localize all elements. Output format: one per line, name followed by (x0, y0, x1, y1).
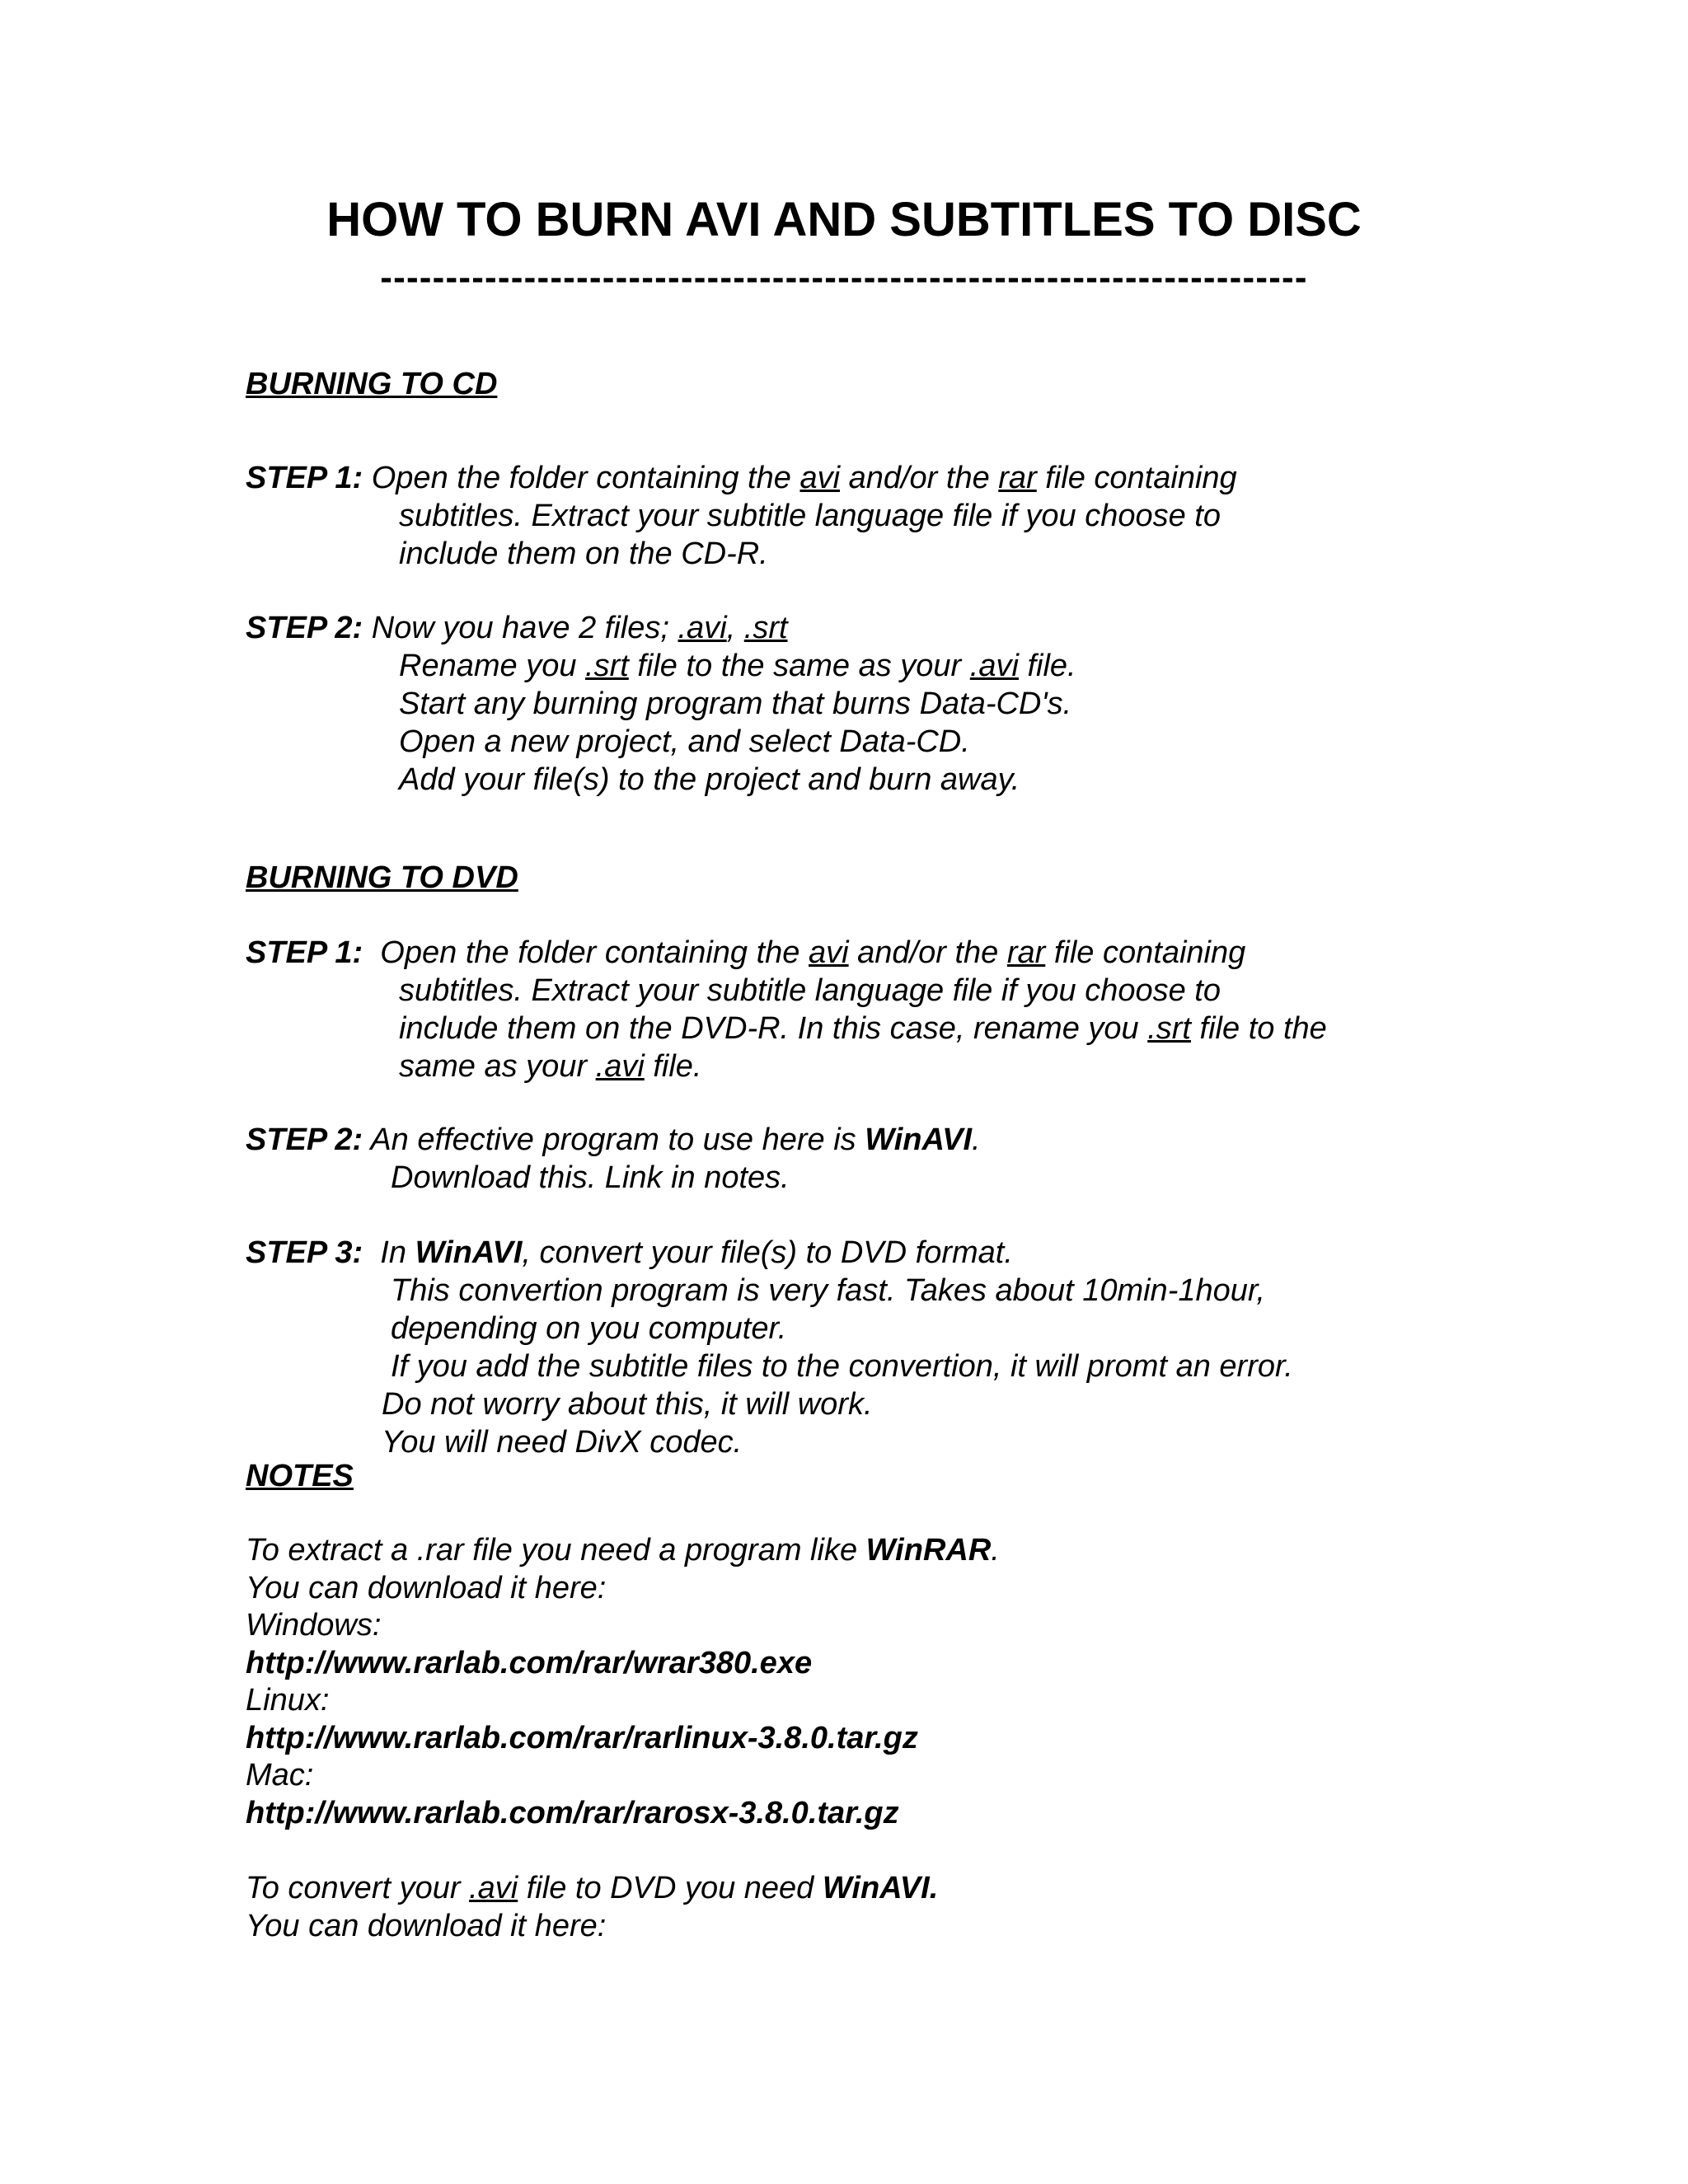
dvd-step3-line2: This convertion program is very fast. Takes about 10min-1hour, (391, 1273, 1265, 1308)
notes-rar-line (246, 1531, 1000, 1569)
dvd-step1-line4 (399, 1047, 702, 1085)
avi-term: .avi (469, 1871, 518, 1905)
notes-windows-label: Windows: (246, 1608, 382, 1643)
avi-term: .avi (595, 1049, 645, 1084)
dvd-step2-line1 (246, 1121, 981, 1159)
dvd-step3-line3: depending on you computer. (391, 1311, 787, 1346)
text: Rename you (399, 649, 586, 683)
section-heading-cd: BURNING TO CD (246, 367, 498, 401)
cd-step2-line4: Open a new project, and select Data-CD. (399, 724, 970, 759)
cd-step2-line1 (246, 609, 788, 647)
dvd-step1-line3 (399, 1010, 1327, 1047)
text: . (972, 1122, 981, 1157)
text: file. (644, 1049, 702, 1084)
text: An effective program to use here is (363, 1122, 865, 1157)
text: Open the folder containing the (363, 935, 809, 970)
text: include them on the DVD-R. In this case, rename you (399, 1011, 1148, 1046)
notes-mac-label: Mac: (246, 1758, 314, 1793)
title-divider: ----------------------------------------------------------------------- (380, 257, 1308, 298)
notes-linux-link[interactable]: http://www.rarlab.com/rar/rarlinux-3.8.0.tar.gz (246, 1721, 918, 1755)
text: file to the (1191, 1011, 1327, 1046)
text: Open the folder containing the (363, 461, 800, 495)
text: same as your (399, 1049, 596, 1084)
cd-step2-line2 (399, 647, 1076, 685)
program-name: WinAVI. (822, 1871, 939, 1905)
text: In (363, 1235, 415, 1270)
text: , (726, 611, 744, 645)
text: file to the same as your (628, 649, 970, 683)
text: and/or the (840, 461, 999, 495)
program-name: WinRAR (865, 1533, 992, 1568)
dvd-step3-line1 (246, 1234, 1013, 1272)
text: file. (1018, 649, 1076, 683)
rar-term: rar (998, 461, 1037, 495)
text: file containing (1036, 461, 1237, 495)
notes-winavi-line (246, 1869, 938, 1907)
srt-term: .srt (1147, 1011, 1191, 1046)
avi-term: .avi (969, 649, 1019, 683)
cd-step1-line3: include them on the CD-R. (399, 537, 768, 571)
avi-term: .avi (678, 611, 727, 645)
dvd-step3-line4: If you add the subtitle files to the convertion, it will promt an error. (391, 1349, 1293, 1384)
step-label: STEP 2: (246, 611, 363, 645)
notes-linux-label: Linux: (246, 1683, 330, 1718)
rar-term: rar (1006, 935, 1046, 970)
avi-term: avi (799, 461, 841, 495)
text: and/or the (848, 935, 1007, 970)
cd-step1-line1 (246, 459, 1237, 497)
step-label: STEP 1: (246, 461, 363, 495)
srt-term: .srt (585, 649, 629, 683)
page-title: HOW TO BURN AVI AND SUBTITLES TO DISC (326, 193, 1362, 246)
notes-download-line-2: You can download it here: (246, 1909, 607, 1943)
dvd-step2-line2: Download this. Link in notes. (391, 1160, 790, 1195)
text: file to DVD you need (518, 1871, 823, 1905)
notes-windows-link[interactable]: http://www.rarlab.com/rar/wrar380.exe (246, 1646, 813, 1680)
text: . (991, 1533, 1000, 1568)
text: Now you have 2 files; (363, 611, 678, 645)
text: , convert your file(s) to DVD format. (522, 1235, 1013, 1270)
dvd-step1-line2: subtitles. Extract your subtitle language file if you choose to (399, 973, 1221, 1008)
step-label: STEP 1: (246, 935, 363, 970)
program-name: WinAVI (415, 1235, 523, 1270)
text: To convert your (246, 1871, 470, 1905)
cd-step2-line3: Start any burning program that burns Data-CD's. (399, 687, 1072, 721)
section-heading-dvd: BURNING TO DVD (246, 860, 518, 895)
step-label: STEP 2: (246, 1122, 363, 1157)
section-heading-notes: NOTES (246, 1459, 354, 1493)
program-name: WinAVI (865, 1122, 973, 1157)
dvd-step1-line1 (246, 934, 1245, 972)
dvd-step3-line5: Do not worry about this, it will work. (382, 1387, 873, 1422)
notes-mac-link[interactable]: http://www.rarlab.com/rar/rarosx-3.8.0.tar.gz (246, 1796, 899, 1830)
srt-term: .srt (743, 611, 788, 645)
notes-download-line: You can download it here: (246, 1571, 607, 1605)
text: file containing (1045, 935, 1246, 970)
dvd-step3-line6: You will need DivX codec. (382, 1425, 743, 1460)
cd-step1-line2: subtitles. Extract your subtitle language file if you choose to (399, 499, 1221, 533)
cd-step2-line5: Add your file(s) to the project and burn away. (399, 762, 1020, 797)
avi-term: avi (809, 935, 849, 970)
step-label: STEP 3: (246, 1235, 363, 1270)
text: To extract a .rar file you need a program like (246, 1533, 866, 1568)
